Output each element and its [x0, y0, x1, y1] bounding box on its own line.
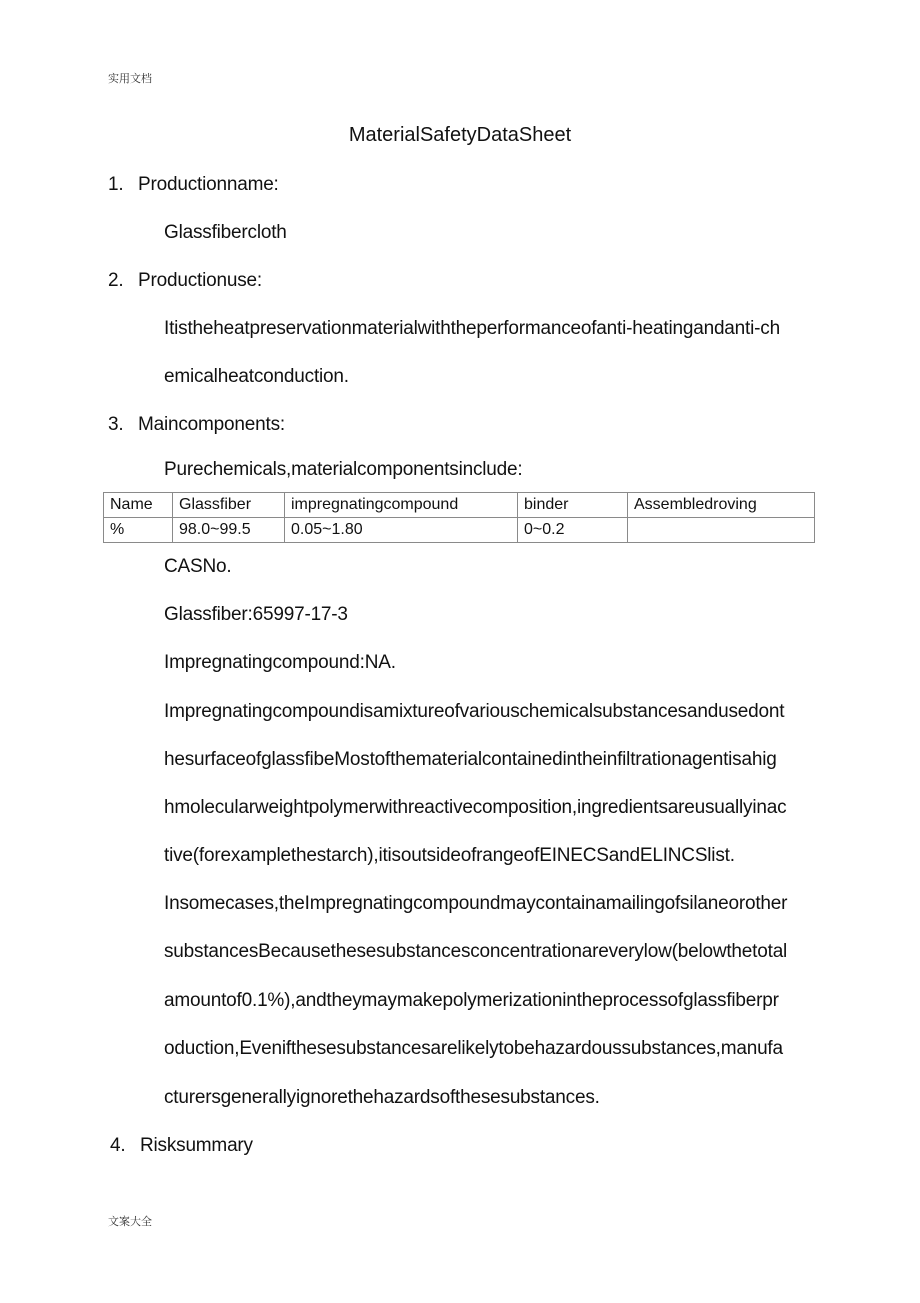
section-3-title: Maincomponents: [138, 414, 285, 435]
table-cell: % [104, 518, 173, 543]
document-title: MaterialSafetyDataSheet [348, 124, 572, 146]
cas-label: CASNo. [164, 556, 232, 577]
section-1-title: Productionname: [138, 174, 279, 195]
section-1-number: 1. [108, 174, 124, 195]
page-footer: 文案大全 [108, 1215, 152, 1228]
paragraph-line-5: Insomecases,theImpregnatingcompoundmaycontainamailingofsilaneorother [164, 893, 788, 914]
paragraph-line-1: Impregnatingcompoundisamixtureofvariouschemicalsubstancesandusedont [164, 701, 785, 722]
product-name-value: Glassfibercloth [164, 222, 287, 243]
product-use-line-1: Itistheheatpreservationmaterialwiththeperformanceofanti-heatingandanti-ch [164, 318, 780, 339]
paragraph-line-4: tive(forexamplethestarch),itisoutsideofrangeofEINECSandELINCSlist. [164, 845, 735, 866]
paragraph-line-8: oduction,Evenifthesesubstancesarelikelytobehazardoussubstances,manufa [164, 1038, 783, 1059]
table-header-row [104, 493, 815, 518]
table-cell: 0~0.2 [518, 518, 628, 543]
section-3-number: 3. [108, 414, 124, 435]
section-4-title: Risksummary [140, 1135, 253, 1156]
section-4-heading [110, 1135, 253, 1157]
table-cell: 98.0~99.5 [173, 518, 285, 543]
page-header: 实用文档 [108, 72, 152, 85]
components-intro: Purechemicals,materialcomponentsinclude: [164, 459, 523, 480]
paragraph-line-3: hmolecularweightpolymerwithreactivecomposition,ingredientsareusuallyinac [164, 797, 787, 818]
table-header-cell: Name [104, 493, 173, 518]
section-2-number: 2. [108, 270, 124, 291]
section-1-heading [108, 174, 279, 196]
section-4-number: 4. [110, 1135, 126, 1156]
table-cell: 0.05~1.80 [285, 518, 518, 543]
product-use-line-2: emicalheatconduction. [164, 366, 349, 387]
paragraph-line-9: cturersgenerallyignorethehazardsofthesesubstances. [164, 1087, 600, 1108]
table-row [104, 518, 815, 543]
cas-impregnating: Impregnatingcompound:NA. [164, 652, 396, 673]
table-header-cell: binder [518, 493, 628, 518]
cas-glassfiber: Glassfiber:65997-17-3 [164, 604, 348, 625]
table-header-cell: Assembledroving [628, 493, 815, 518]
section-3-heading [108, 414, 285, 436]
section-2-title: Productionuse: [138, 270, 262, 291]
table-header-cell: Glassfiber [173, 493, 285, 518]
section-2-heading [108, 270, 262, 292]
table-header-cell: impregnatingcompound [285, 493, 518, 518]
paragraph-line-2: hesurfaceofglassfibeMostofthematerialcontainedintheinfiltrationagentisahig [164, 749, 777, 770]
paragraph-line-6: substancesBecausethesesubstancesconcentrationareverylow(belowthetotal [164, 941, 788, 962]
table-cell [628, 518, 815, 543]
paragraph-line-7: amountof0.1%),andtheymaymakepolymerizationintheprocessofglassfiberpr [164, 990, 779, 1011]
components-table [103, 492, 815, 543]
